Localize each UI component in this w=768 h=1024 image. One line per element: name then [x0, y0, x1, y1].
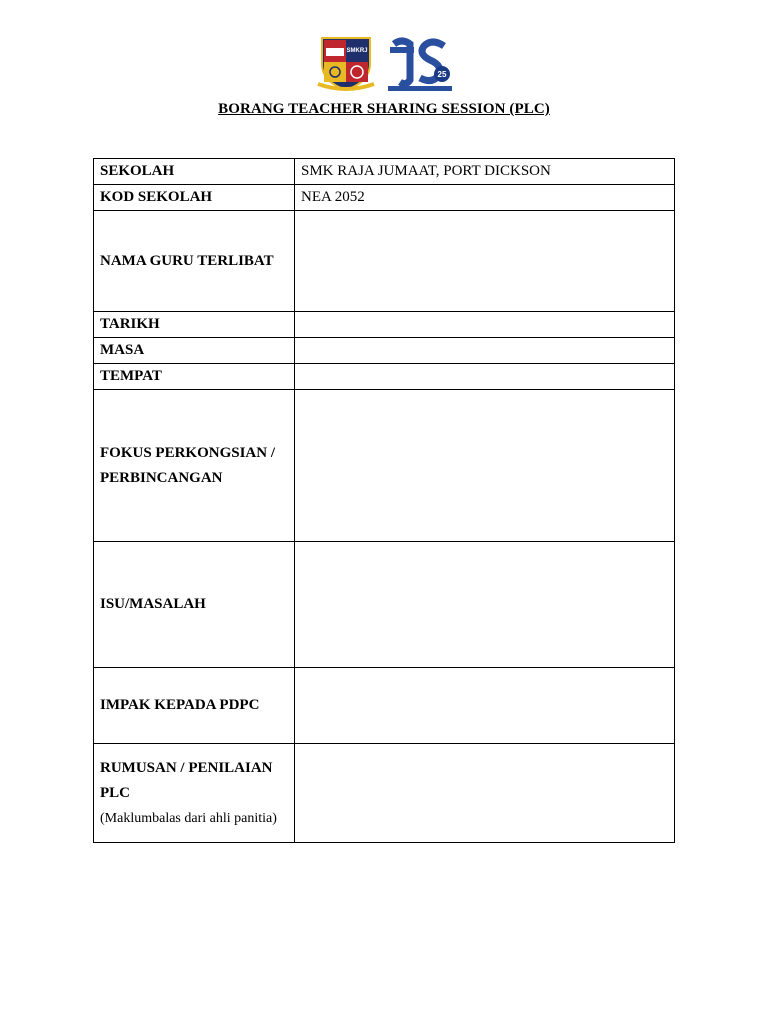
value-masa[interactable] — [295, 338, 675, 364]
plc-form-table — [93, 158, 675, 843]
label-rumusan: RUMUSAN / PENILAIAN PLC — [100, 759, 273, 801]
row-isu — [94, 542, 675, 668]
row-rumusan — [94, 744, 675, 843]
row-nama-guru — [94, 211, 675, 312]
value-isu[interactable] — [295, 542, 675, 668]
school-crest-logo — [316, 34, 376, 92]
value-fokus[interactable] — [295, 390, 675, 542]
row-tarikh — [94, 312, 675, 338]
label-fokus: FOKUS PERKONGSIAN / PERBINCANGAN — [94, 390, 295, 542]
label-nama-guru: NAMA GURU TERLIBAT — [94, 211, 295, 312]
label-isu: ISU/MASALAH — [94, 542, 295, 668]
row-kod-sekolah — [94, 185, 675, 211]
label-sekolah: SEKOLAH — [94, 159, 295, 185]
label-rumusan-cell — [94, 744, 295, 843]
row-masa — [94, 338, 675, 364]
label-masa: MASA — [94, 338, 295, 364]
row-tempat — [94, 364, 675, 390]
label-kod-sekolah: KOD SEKOLAH — [94, 185, 295, 211]
label-tempat: TEMPAT — [94, 364, 295, 390]
ts25-logo-number: 25 — [437, 70, 447, 79]
ts25-logo — [388, 36, 452, 92]
value-tempat[interactable] — [295, 364, 675, 390]
value-rumusan[interactable] — [295, 744, 675, 843]
label-tarikh: TARIKH — [94, 312, 295, 338]
form-title: BORANG TEACHER SHARING SESSION (PLC) — [218, 101, 550, 117]
value-tarikh[interactable] — [295, 312, 675, 338]
school-logo-text: SMKRJ — [346, 48, 368, 54]
row-fokus — [94, 390, 675, 542]
label-impak: IMPAK KEPADA PDPC — [94, 668, 295, 744]
label-rumusan-note: (Maklumbalas dari ahli panitia) — [100, 810, 277, 826]
value-sekolah[interactable]: SMK RAJA JUMAAT, PORT DICKSON — [295, 159, 675, 185]
value-kod-sekolah[interactable]: NEA 2052 — [295, 185, 675, 211]
row-impak — [94, 668, 675, 744]
value-impak[interactable] — [295, 668, 675, 744]
logo-group — [316, 34, 456, 94]
value-nama-guru[interactable] — [295, 211, 675, 312]
row-sekolah — [94, 159, 675, 185]
